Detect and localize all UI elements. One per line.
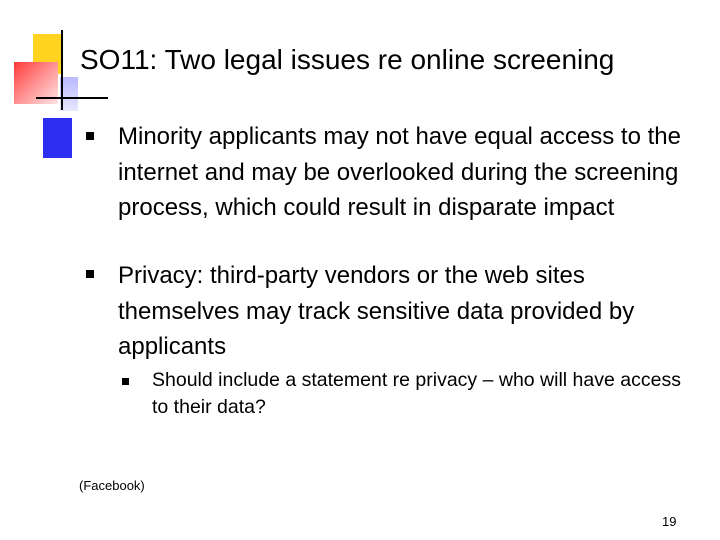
decor-blue-square xyxy=(43,118,72,158)
footnote: (Facebook) xyxy=(79,478,145,493)
decor-horizontal-line xyxy=(36,97,108,99)
page-number: 19 xyxy=(662,514,677,529)
bullet-text-privacy: Privacy: third-party vendors or the web sites themselves may track sensitive data provided by applicants xyxy=(118,262,635,360)
slide-title: SO11: Two legal issues re online screening xyxy=(80,44,615,75)
sub-bullet-square-icon xyxy=(122,378,129,385)
bullet-square-icon xyxy=(86,270,94,278)
sub-bullet-text-privacy-statement: Should include a statement re privacy – who will have access to their data? xyxy=(152,369,681,418)
bullet-text-minority: Minority applicants may not have equal access to the internet and may be overlooked during the screening process, which could result in disparate impact xyxy=(118,123,681,221)
bullet-square-icon xyxy=(86,132,94,140)
